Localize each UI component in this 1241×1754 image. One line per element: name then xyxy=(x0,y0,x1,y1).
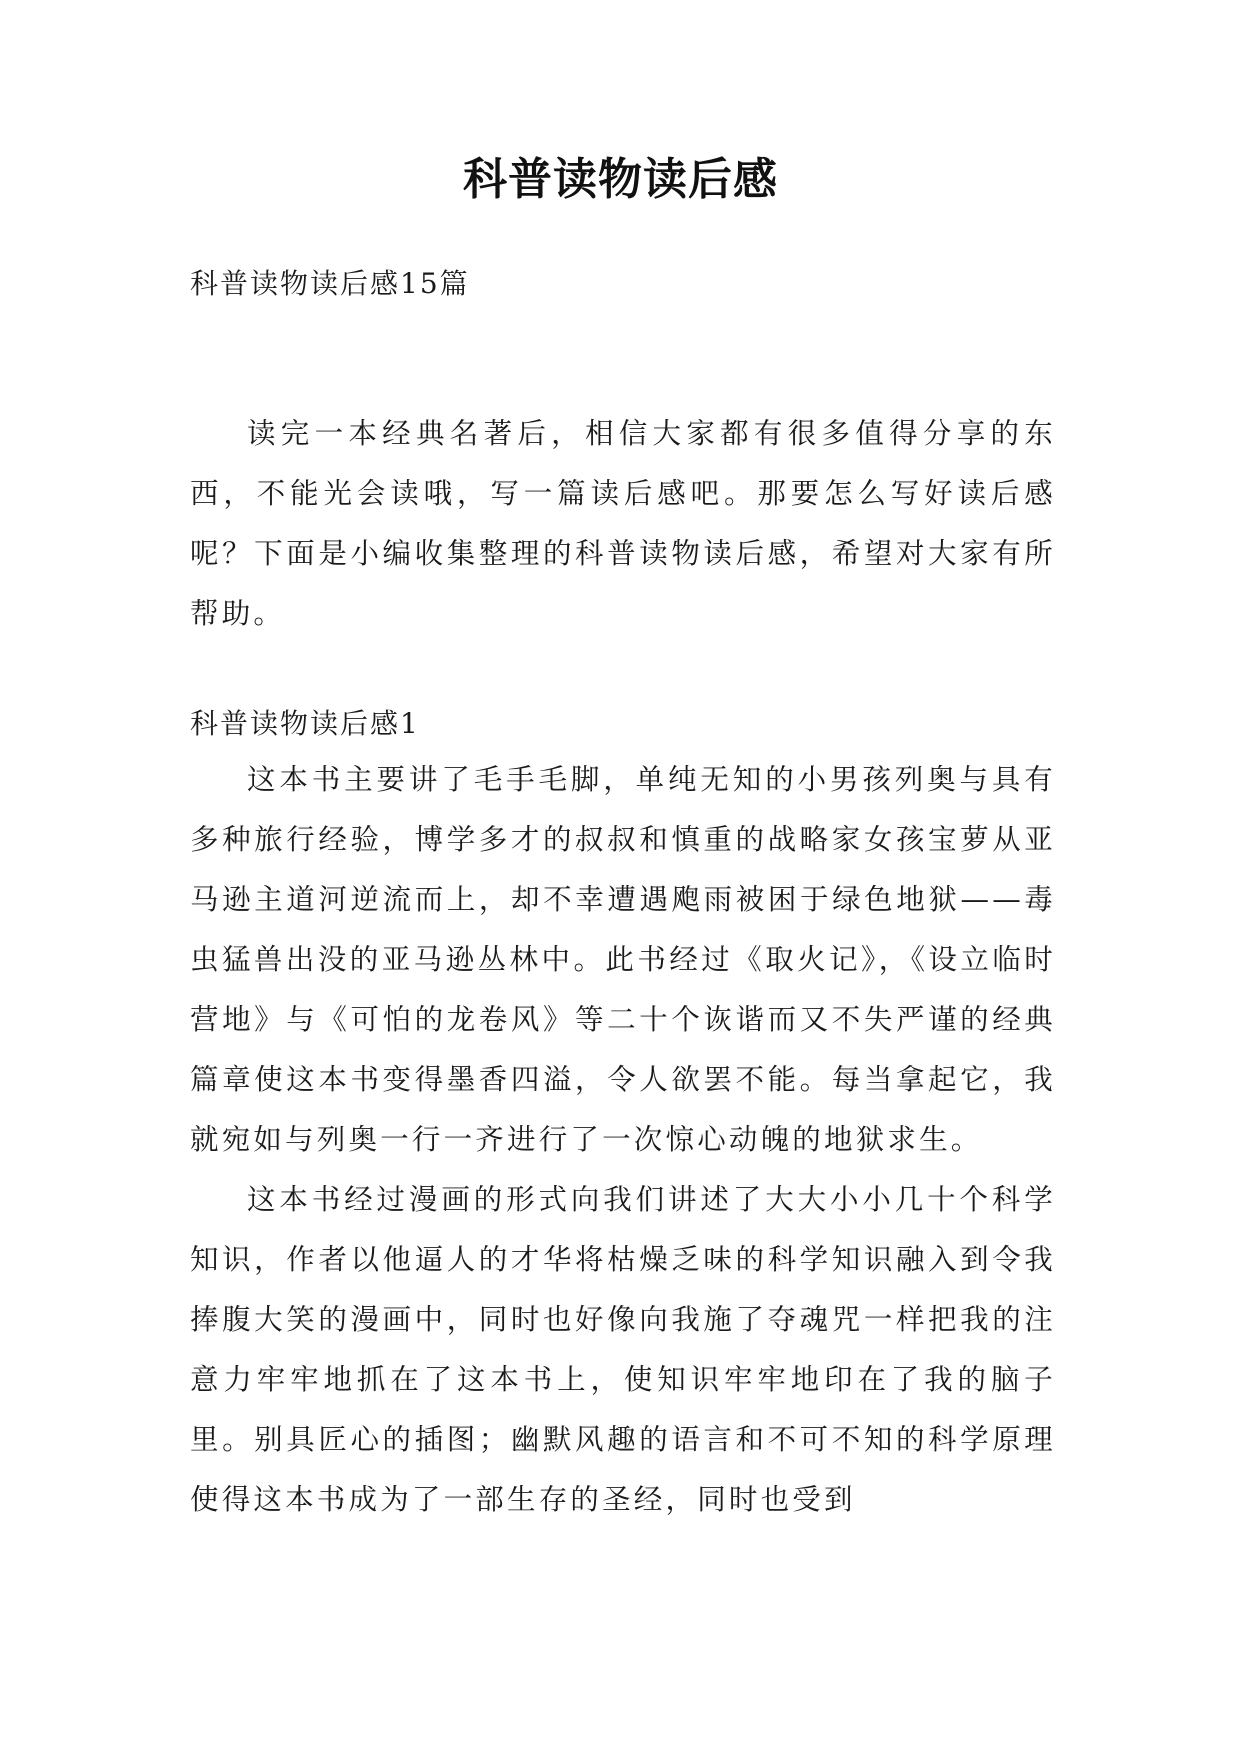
document-title: 科普读物读后感 xyxy=(463,154,778,205)
intro-section xyxy=(190,404,1056,644)
section-paragraph: 这本书主要讲了毛手毛脚，单纯无知的小男孩列奥与具有多种旅行经验，博学多才的叔叔和慎重的战略家女孩宝萝从亚马逊主道河逆流而上，却不幸遭遇飑雨被困于绿色地狱——毒虫猛兽出没的亚马逊丛林中。此书经过《取火记》，《设立临时营地》与《可怕的龙卷风》等二十个诙谐而又不失严谨的经典篇章使这本书变得墨香四溢，令人欲罢不能。每当拿起它，我就宛如与列奥一行一齐进行了一次惊心动魄的地狱求生。 xyxy=(190,763,1056,1156)
intro-paragraph: 读完一本经典名著后，相信大家都有很多值得分享的东西，不能光会读哦，写一篇读后感吧。那要怎么写好读后感呢？下面是小编收集整理的科普读物读后感，希望对大家有所帮助。 xyxy=(190,417,1056,630)
section-body xyxy=(190,750,1056,1530)
document-subtitle: 科普读物读后感15篇 xyxy=(190,267,470,300)
section-paragraph: 这本书经过漫画的形式向我们讲述了大大小小几十个科学知识，作者以他逼人的才华将枯燥乏味的科学知识融入到令我捧腹大笑的漫画中，同时也好像向我施了夺魂咒一样把我的注意力牢牢地抓在了这本书上，使知识牢牢地印在了我的脑子里。别具匠心的插图；幽默风趣的语言和不可不知的科学原理使得这本书成为了一部生存的圣经，同时也受到 xyxy=(190,1183,1056,1516)
section-heading: 科普读物读后感1 xyxy=(190,707,420,740)
